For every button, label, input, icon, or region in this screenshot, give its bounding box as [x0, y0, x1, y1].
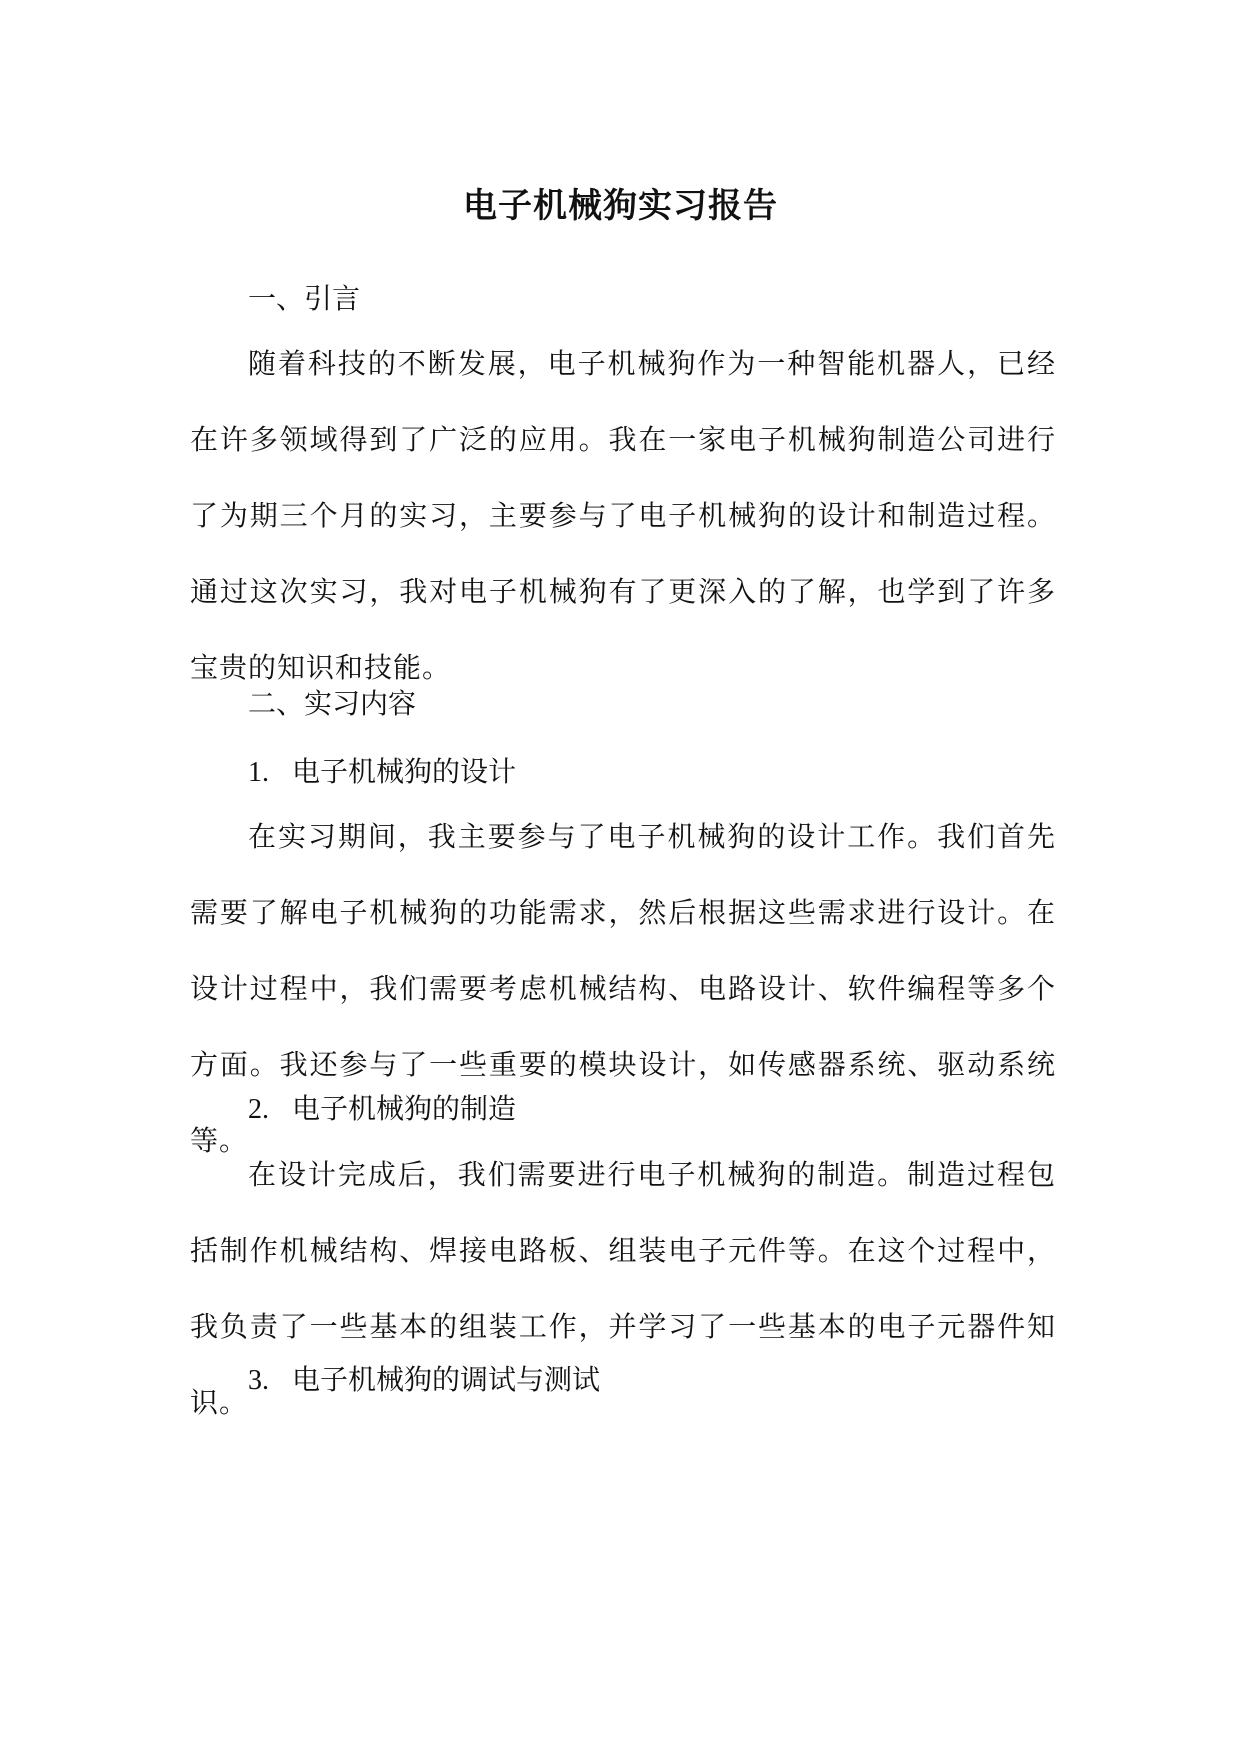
item-number: 2. — [248, 1094, 269, 1125]
item-number: 1. — [248, 757, 269, 788]
paragraph-intro — [190, 326, 1056, 706]
section-heading-content: 二、实习内容 — [248, 687, 417, 720]
paragraph-design-text: 在实习期间，我主要参与了电子机械狗的设计工作。我们首先需要了解电子机械狗的功能需求，然后根据这些需求进行设计。在设计过程中，我们需要考虑机械结构、电路设计、软件编程等多个方面。我还参与了一些重要的模块设计，如传感器系统、驱动系统等。 — [190, 820, 1056, 1157]
item-heading-text: 电子机械狗的制造 — [292, 1092, 517, 1125]
item-heading-text: 电子机械狗的调试与测试 — [292, 1363, 601, 1396]
section-heading-intro: 一、引言 — [248, 282, 361, 315]
document-title: 电子机械狗实习报告 — [463, 186, 778, 226]
paragraph-intro-text: 随着科技的不断发展，电子机械狗作为一种智能机器人，已经在许多领域得到了广泛的应用。我在一家电子机械狗制造公司进行了为期三个月的实习，主要参与了电子机械狗的设计和制造过程。通过这次实习，我对电子机械狗有了更深入的了解，也学到了许多宝贵的知识和技能。 — [190, 347, 1056, 684]
item-heading-manufacture — [248, 1089, 516, 1130]
paragraph-manufacture-text: 在设计完成后，我们需要进行电子机械狗的制造。制造过程包括制作机械结构、焊接电路板、组装电子元件等。在这个过程中，我负责了一些基本的组装工作，并学习了一些基本的电子元器件知识。 — [190, 1158, 1056, 1419]
item-heading-testing — [248, 1360, 600, 1401]
item-number: 3. — [248, 1365, 269, 1396]
item-heading-design — [248, 752, 516, 793]
item-heading-text: 电子机械狗的设计 — [292, 755, 517, 788]
